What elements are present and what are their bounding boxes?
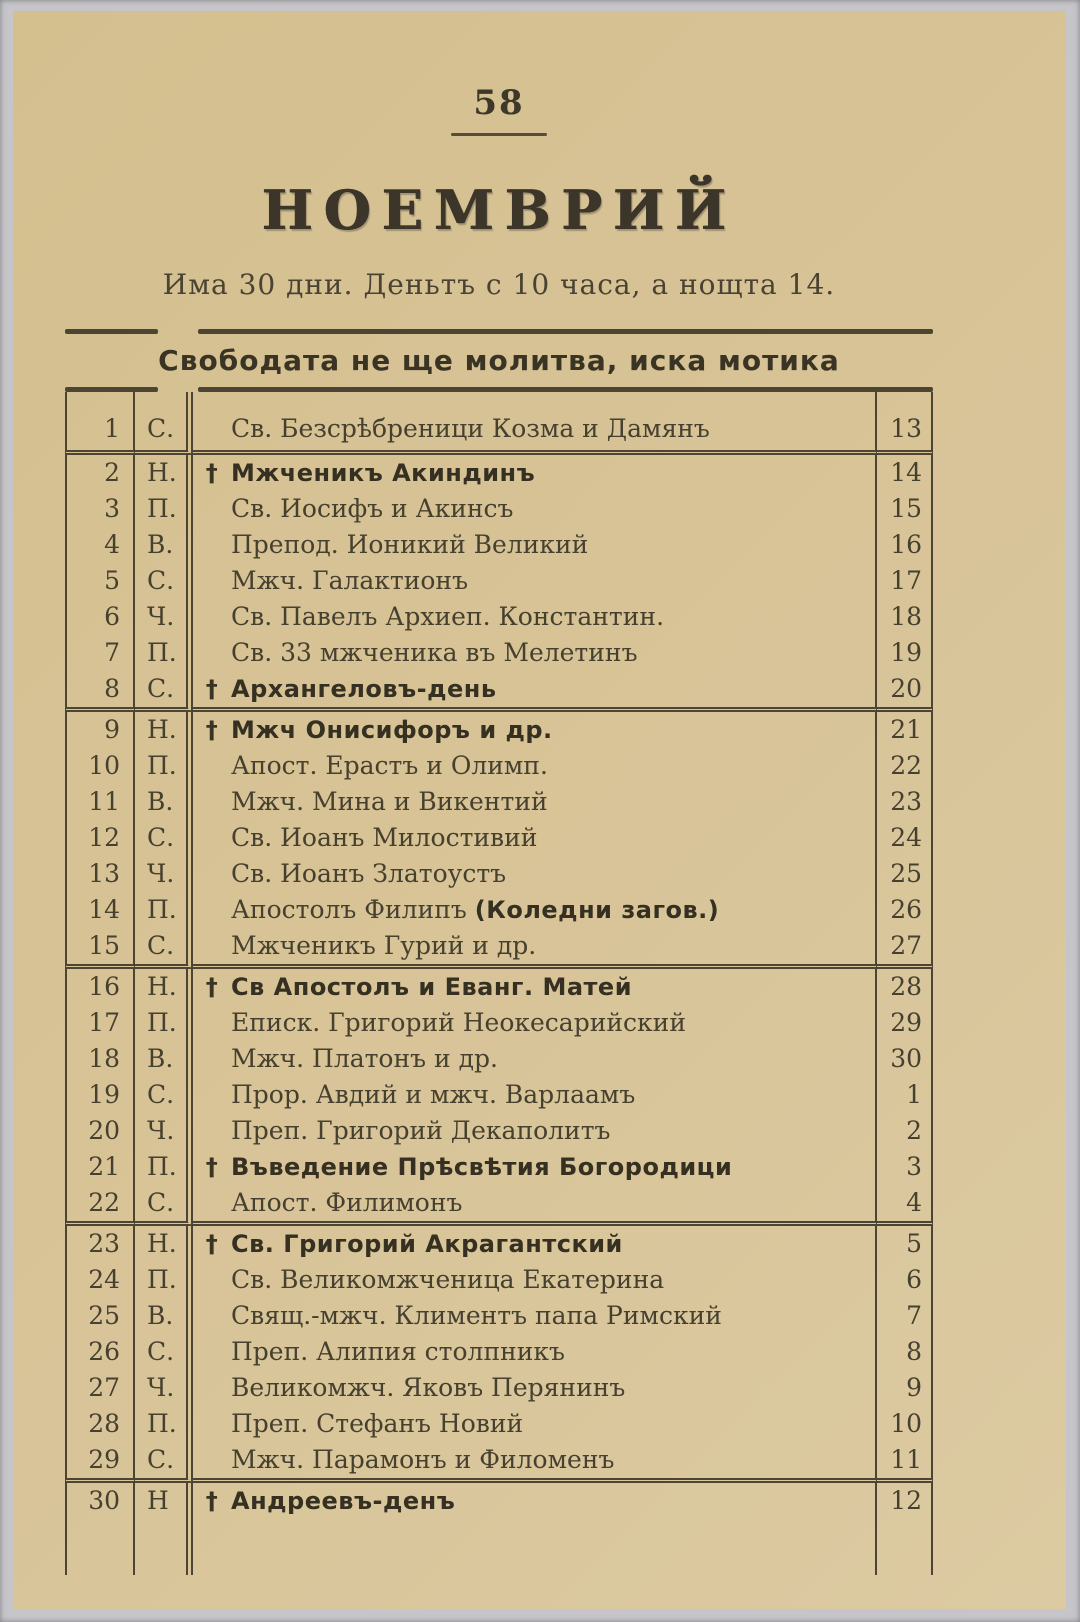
- saint-name: Въведение Прѣсвѣтия Богородици: [231, 1153, 733, 1181]
- saint-name-cell: [193, 1442, 877, 1483]
- old-style-date: 12: [877, 1483, 933, 1519]
- old-style-date: 17: [877, 563, 933, 599]
- day-number: 28: [65, 1406, 135, 1442]
- table-row: [65, 1005, 933, 1041]
- weekday-letter: С.: [135, 1334, 193, 1370]
- month-subtitle: Има 30 дни. Деньтъ с 10 часа, а нощта 14.: [162, 268, 836, 301]
- saint-name: Св Апостолъ и Еванг. Матей: [231, 973, 633, 1001]
- month-title: НОЕМВРИЙ: [261, 178, 737, 242]
- table-row: [65, 892, 933, 928]
- old-style-date: 27: [877, 928, 933, 969]
- saint-name-cell: [193, 599, 877, 635]
- cross-icon: †: [205, 1487, 219, 1515]
- weekday-letter: Н: [135, 1483, 193, 1519]
- saint-name: Св. 33 мжченика въ Мелетинъ: [231, 638, 638, 667]
- weekday-letter: Н.: [135, 969, 193, 1005]
- weekday-letter: [135, 1519, 193, 1575]
- old-style-date: 22: [877, 748, 933, 784]
- day-number: 7: [65, 635, 135, 671]
- weekday-letter: Н.: [135, 712, 193, 748]
- saint-name-cell: [193, 1519, 877, 1575]
- saint-name: Архангеловъ-день: [231, 675, 497, 703]
- day-number: 19: [65, 1077, 135, 1113]
- old-style-date: 13: [877, 392, 933, 455]
- saint-name-cell: [193, 491, 877, 527]
- weekday-letter: П.: [135, 892, 193, 928]
- saint-name-cell: [193, 1113, 877, 1149]
- day-number: 17: [65, 1005, 135, 1041]
- day-number: 21: [65, 1149, 135, 1185]
- table-row: [65, 1519, 933, 1575]
- old-style-date: 2: [877, 1113, 933, 1149]
- old-style-date: [877, 1519, 933, 1575]
- weekday-letter: П.: [135, 1149, 193, 1185]
- saint-name-bold: (Коледни загов.): [474, 896, 720, 924]
- saint-name-cell: [193, 671, 877, 712]
- day-number: 26: [65, 1334, 135, 1370]
- old-style-date: 1: [877, 1077, 933, 1113]
- old-style-date: 7: [877, 1298, 933, 1334]
- day-number: 29: [65, 1442, 135, 1483]
- old-style-date: 14: [877, 455, 933, 491]
- table-row: [65, 1262, 933, 1298]
- old-style-date: 24: [877, 820, 933, 856]
- saint-name-cell: [193, 1226, 877, 1262]
- table-row: [65, 1370, 933, 1406]
- saint-name-cell: [193, 1005, 877, 1041]
- table-row: [65, 928, 933, 969]
- weekday-letter: С.: [135, 392, 193, 455]
- table-row: [65, 635, 933, 671]
- day-number: 1: [65, 392, 135, 455]
- day-number: 4: [65, 527, 135, 563]
- day-number: 13: [65, 856, 135, 892]
- table-row: [65, 856, 933, 892]
- day-number: 12: [65, 820, 135, 856]
- saint-name-cell: [193, 928, 877, 969]
- saint-name-cell: [193, 1298, 877, 1334]
- table-row: [65, 1113, 933, 1149]
- weekday-letter: П.: [135, 1005, 193, 1041]
- table-row: [65, 748, 933, 784]
- table-row: [65, 1185, 933, 1226]
- day-number: 5: [65, 563, 135, 599]
- old-style-date: 23: [877, 784, 933, 820]
- table-row: [65, 712, 933, 748]
- saint-name: Св. Иоанъ Златоустъ: [231, 859, 507, 888]
- cross-icon: †: [205, 675, 219, 703]
- saint-name: Мжч. Платонъ и др.: [231, 1044, 498, 1073]
- weekday-letter: С.: [135, 820, 193, 856]
- weekday-letter: С.: [135, 1442, 193, 1483]
- saint-name: Апост. Филимонъ: [231, 1188, 463, 1217]
- day-number: 27: [65, 1370, 135, 1406]
- cross-icon: †: [205, 459, 219, 487]
- table-row: [65, 563, 933, 599]
- saint-name: Св. Великомжченица Екатерина: [231, 1265, 665, 1294]
- old-style-date: 21: [877, 712, 933, 748]
- page-number-rule: [451, 133, 547, 136]
- saint-name-cell: [193, 820, 877, 856]
- table-row: [65, 527, 933, 563]
- old-style-date: 20: [877, 671, 933, 712]
- day-number: 30: [65, 1483, 135, 1519]
- weekday-letter: С.: [135, 563, 193, 599]
- day-number: 15: [65, 928, 135, 969]
- old-style-date: 26: [877, 892, 933, 928]
- weekday-letter: В.: [135, 527, 193, 563]
- saint-name-cell: [193, 1149, 877, 1185]
- weekday-letter: С.: [135, 1077, 193, 1113]
- day-number: 14: [65, 892, 135, 928]
- table-row: [65, 1298, 933, 1334]
- old-style-date: 8: [877, 1334, 933, 1370]
- cross-icon: †: [205, 973, 219, 1001]
- old-style-date: 16: [877, 527, 933, 563]
- saint-name: Великомжч. Яковъ Перянинъ: [231, 1373, 626, 1402]
- page-content: [65, 11, 933, 1609]
- day-number: 3: [65, 491, 135, 527]
- table-row: [65, 599, 933, 635]
- table-row: [65, 1041, 933, 1077]
- saint-name-cell: [193, 969, 877, 1005]
- weekday-letter: В.: [135, 784, 193, 820]
- saint-name-cell: [193, 1483, 877, 1519]
- saint-name: Св. Павелъ Архиеп. Константин.: [231, 602, 665, 631]
- day-number: 24: [65, 1262, 135, 1298]
- saint-name-cell: [193, 1262, 877, 1298]
- saint-name: Преп. Григорий Декаполитъ: [231, 1116, 611, 1145]
- cross-icon: †: [205, 1230, 219, 1258]
- weekday-letter: С.: [135, 1185, 193, 1226]
- saint-name: Мжч. Галактионъ: [231, 566, 468, 595]
- old-style-date: 11: [877, 1442, 933, 1483]
- day-number: 18: [65, 1041, 135, 1077]
- saint-name-cell: [193, 712, 877, 748]
- saint-name-cell: [193, 1041, 877, 1077]
- old-style-date: 25: [877, 856, 933, 892]
- day-number: 16: [65, 969, 135, 1005]
- saint-name: Свящ.-мжч. Климентъ папа Римский: [231, 1301, 722, 1330]
- saint-name: Св. Иосифъ и Акинсъ: [231, 494, 514, 523]
- saint-name: Апостолъ Филипъ: [231, 895, 475, 924]
- old-style-date: 28: [877, 969, 933, 1005]
- weekday-letter: Ч.: [135, 1370, 193, 1406]
- day-number: [65, 1519, 135, 1575]
- weekday-letter: Ч.: [135, 1113, 193, 1149]
- weekday-letter: С.: [135, 928, 193, 969]
- day-number: 9: [65, 712, 135, 748]
- saint-name: Преп. Стефанъ Новий: [231, 1409, 524, 1438]
- saint-name: Еписк. Григорий Неокесарийский: [231, 1008, 686, 1037]
- saint-name: Св. Григорий Акрагантский: [231, 1230, 623, 1258]
- day-number: 8: [65, 671, 135, 712]
- table-row: [65, 820, 933, 856]
- day-number: 23: [65, 1226, 135, 1262]
- weekday-letter: Ч.: [135, 599, 193, 635]
- old-style-date: 10: [877, 1406, 933, 1442]
- old-style-date: 19: [877, 635, 933, 671]
- saint-name-cell: [193, 392, 877, 455]
- saint-name: Андреевъ-денъ: [231, 1487, 456, 1515]
- saint-name-cell: [193, 1370, 877, 1406]
- day-number: 11: [65, 784, 135, 820]
- saint-name: Преп. Алипия столпникъ: [231, 1337, 565, 1366]
- saint-name: Св. Иоанъ Милостивий: [231, 823, 538, 852]
- old-style-date: 30: [877, 1041, 933, 1077]
- saint-name: Мжченикъ Акиндинъ: [231, 459, 536, 487]
- saint-name-cell: [193, 1406, 877, 1442]
- old-style-date: 5: [877, 1226, 933, 1262]
- saint-name-cell: [193, 563, 877, 599]
- day-number: 20: [65, 1113, 135, 1149]
- table-row: [65, 491, 933, 527]
- day-number: 6: [65, 599, 135, 635]
- weekday-letter: Н.: [135, 455, 193, 491]
- weekday-letter: Ч.: [135, 856, 193, 892]
- saint-name-cell: [193, 527, 877, 563]
- table-row: [65, 1226, 933, 1262]
- weekday-letter: П.: [135, 1262, 193, 1298]
- saint-name: Мжч. Парамонъ и Филоменъ: [231, 1445, 615, 1474]
- table-row: [65, 1077, 933, 1113]
- table-row: [65, 1483, 933, 1519]
- old-style-date: 18: [877, 599, 933, 635]
- saint-name-cell: [193, 1077, 877, 1113]
- weekday-letter: П.: [135, 491, 193, 527]
- saint-name: Мжченикъ Гурий и др.: [231, 931, 537, 960]
- table-row: [65, 392, 933, 455]
- saint-name: Св. Безсрѣбреници Козма и Дамянъ: [231, 414, 710, 443]
- table-row: [65, 1334, 933, 1370]
- table-row: [65, 969, 933, 1005]
- saint-name: Апост. Ерастъ и Олимп.: [231, 751, 548, 780]
- day-number: 25: [65, 1298, 135, 1334]
- old-style-date: 3: [877, 1149, 933, 1185]
- scanned-page: [13, 11, 1066, 1609]
- old-style-date: 6: [877, 1262, 933, 1298]
- table-row: [65, 1406, 933, 1442]
- saint-name-cell: [193, 1334, 877, 1370]
- month-motto: Свободата не ще молитва, иска мотика: [158, 344, 840, 377]
- saint-name-cell: [193, 455, 877, 491]
- saint-name-cell: [193, 1185, 877, 1226]
- saint-name-cell: [193, 892, 877, 928]
- saint-name-cell: [193, 856, 877, 892]
- cross-icon: †: [205, 1153, 219, 1181]
- page-number: 58: [473, 83, 525, 123]
- old-style-date: 9: [877, 1370, 933, 1406]
- day-number: 10: [65, 748, 135, 784]
- weekday-letter: В.: [135, 1298, 193, 1334]
- saint-name: Мжч Онисифоръ и др.: [231, 716, 553, 744]
- old-style-date: 15: [877, 491, 933, 527]
- weekday-letter: П.: [135, 635, 193, 671]
- saint-name-cell: [193, 635, 877, 671]
- saint-name: Прор. Авдий и мжч. Варлаамъ: [231, 1080, 636, 1109]
- saint-name: Препод. Ионикий Великий: [231, 530, 589, 559]
- day-number: 2: [65, 455, 135, 491]
- weekday-letter: С.: [135, 671, 193, 712]
- cross-icon: †: [205, 716, 219, 744]
- rule-above-motto: [65, 329, 933, 334]
- old-style-date: 29: [877, 1005, 933, 1041]
- day-number: 22: [65, 1185, 135, 1226]
- saint-name-cell: [193, 748, 877, 784]
- weekday-letter: П.: [135, 1406, 193, 1442]
- table-row: [65, 1442, 933, 1483]
- table-row: [65, 784, 933, 820]
- saint-name: Мжч. Мина и Викентий: [231, 787, 548, 816]
- rule-segment: [65, 329, 158, 334]
- old-style-date: 4: [877, 1185, 933, 1226]
- weekday-letter: В.: [135, 1041, 193, 1077]
- calendar-table-body: [65, 392, 933, 1575]
- weekday-letter: Н.: [135, 1226, 193, 1262]
- table-row: [65, 671, 933, 712]
- weekday-letter: П.: [135, 748, 193, 784]
- table-row: [65, 1149, 933, 1185]
- rule-segment: [198, 329, 933, 334]
- saint-name-cell: [193, 784, 877, 820]
- table-row: [65, 455, 933, 491]
